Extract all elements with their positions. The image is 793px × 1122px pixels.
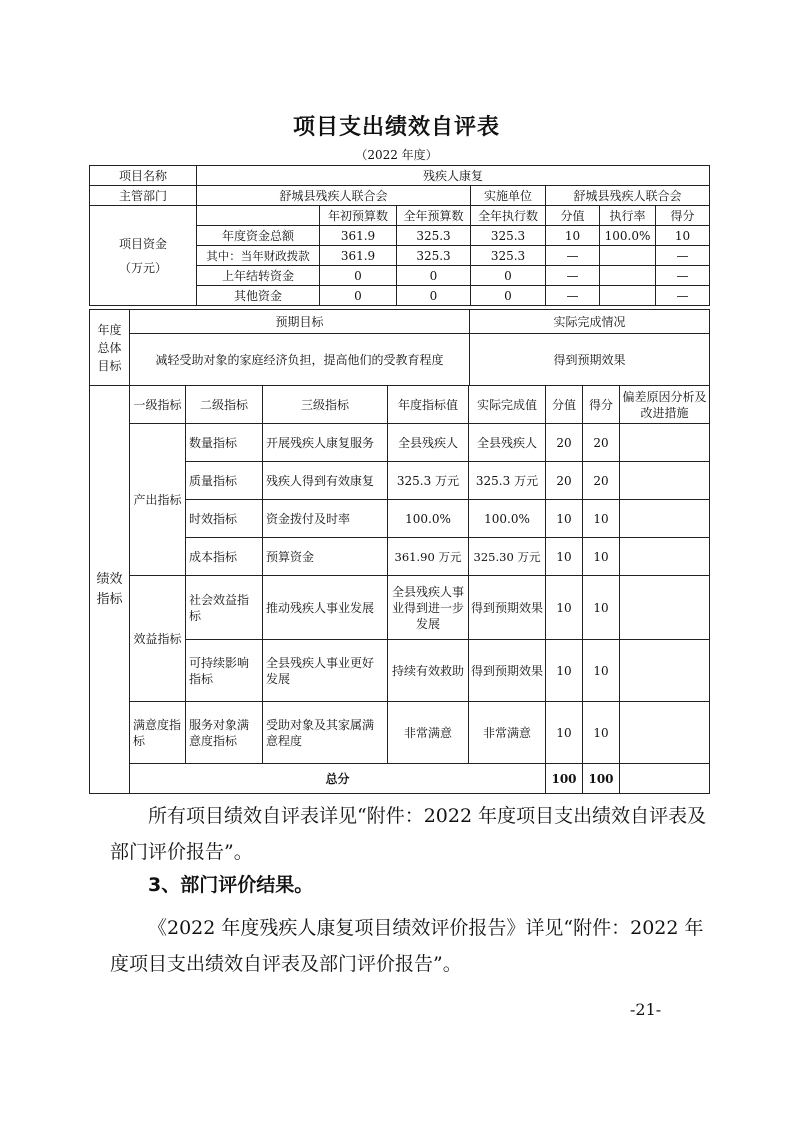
goals-table (89, 309, 710, 386)
funds-cell: 361.9 (320, 226, 397, 246)
funds-cell: 10 (546, 226, 600, 246)
body-paragraph-1: 所有项目绩效自评表详见“附件：2022 年度项目支出绩效自评表及部门评价报告”。 (110, 805, 707, 863)
table-row (90, 702, 710, 764)
level2-cell: 社会效益指标 (186, 576, 263, 640)
indicator-header: 一级指标 (130, 386, 186, 424)
funds-cell: 10 (656, 226, 710, 246)
level3-cell: 预算资金 (263, 538, 388, 576)
indicator-header: 三级指标 (263, 386, 388, 424)
target-cell: 持续有效救助 (388, 640, 469, 702)
level2-cell: 质量指标 (186, 462, 263, 500)
funds-cell: — (656, 266, 710, 286)
funds-header: 执行率 (600, 206, 656, 226)
level3-cell: 资金拨付及时率 (263, 500, 388, 538)
funds-cell: 325.3 (471, 246, 546, 266)
funds-cell: — (656, 286, 710, 306)
level3-cell: 受助对象及其家属满意程度 (263, 702, 388, 764)
funds-header-blank (197, 206, 320, 226)
indicator-header: 年度指标值 (388, 386, 469, 424)
funds-cell: 0 (471, 286, 546, 306)
body-paragraph-2: 《2022 年度残疾人康复项目绩效评价报告》详见“附件：2022 年度项目支出绩效自评表及部门评价报告”。 (110, 917, 704, 975)
funds-cell: 0 (320, 286, 397, 306)
score-cell: 10 (546, 500, 583, 538)
table-row (90, 576, 710, 640)
deviation-cell (620, 462, 710, 500)
actual-result: 得到预期效果 (470, 334, 710, 386)
funds-cell: — (546, 266, 600, 286)
level2-cell: 数量指标 (186, 424, 263, 462)
funds-cell: 0 (397, 266, 471, 286)
funds-header: 全年预算数 (397, 206, 471, 226)
funds-cell: 0 (320, 266, 397, 286)
got-cell: 20 (583, 424, 620, 462)
level1-satisfaction: 满意度指标 (130, 702, 186, 764)
level2-cell: 成本指标 (186, 538, 263, 576)
dept-label: 主管部门 (90, 186, 197, 206)
deviation-cell (620, 640, 710, 702)
indicator-header: 二级指标 (186, 386, 263, 424)
funds-row-name: 上年结转资金 (197, 266, 320, 286)
funds-cell: 100.0% (600, 226, 656, 246)
level3-cell: 推动残疾人事业发展 (263, 576, 388, 640)
level3-cell: 开展残疾人康复服务 (263, 424, 388, 462)
target-cell: 全县残疾人 (388, 424, 469, 462)
actual-cell: 325.3 万元 (469, 462, 546, 500)
got-cell: 10 (583, 702, 620, 764)
funds-cell: 0 (471, 266, 546, 286)
deviation-cell (620, 500, 710, 538)
got-cell: 10 (583, 500, 620, 538)
total-label: 总分 (130, 764, 546, 794)
project-name-label: 项目名称 (90, 166, 197, 186)
funds-cell: 361.9 (320, 246, 397, 266)
target-cell: 非常满意 (388, 702, 469, 764)
funds-cell: 325.3 (397, 246, 471, 266)
actual-cell: 100.0% (469, 500, 546, 538)
target-cell: 325.3 万元 (388, 462, 469, 500)
got-cell: 10 (583, 576, 620, 640)
total-row (90, 764, 710, 794)
target-cell: 全县残疾人事业得到进一步发展 (388, 576, 469, 640)
actual-cell: 得到预期效果 (469, 576, 546, 640)
level2-cell: 时效指标 (186, 500, 263, 538)
impl-value: 舒城县残疾人联合会 (546, 186, 710, 206)
section-heading: 3、部门评价结果。 (148, 874, 314, 896)
funds-cell: — (546, 246, 600, 266)
indicator-header: 得分 (583, 386, 620, 424)
actual-header: 实际完成情况 (470, 310, 710, 334)
level1-benefit: 效益指标 (130, 576, 186, 702)
funds-header: 得分 (656, 206, 710, 226)
impl-label: 实施单位 (471, 186, 546, 206)
goals-label: 年度 总体 目标 (90, 310, 130, 386)
table-row (90, 424, 710, 462)
dept-value: 舒城县残疾人联合会 (197, 186, 471, 206)
score-cell: 20 (546, 424, 583, 462)
level3-cell: 残疾人得到有效康复 (263, 462, 388, 500)
funds-header: 年初预算数 (320, 206, 397, 226)
table-subtitle: （2022 年度） (355, 148, 438, 162)
indicators-table (89, 385, 710, 794)
funds-cell (600, 246, 656, 266)
funds-cell: 325.3 (397, 226, 471, 246)
level1-output: 产出指标 (130, 424, 186, 576)
level2-cell: 服务对象满意度指标 (186, 702, 263, 764)
funds-header: 分值 (546, 206, 600, 226)
funds-cell: 325.3 (471, 226, 546, 246)
total-got: 100 (583, 764, 620, 794)
funds-cell: — (656, 246, 710, 266)
actual-cell: 非常满意 (469, 702, 546, 764)
funds-row-name: 其他资金 (197, 286, 320, 306)
level3-cell: 全县残疾人事业更好发展 (263, 640, 388, 702)
actual-cell: 全县残疾人 (469, 424, 546, 462)
target-cell: 100.0% (388, 500, 469, 538)
score-cell: 10 (546, 576, 583, 640)
funds-cell (600, 286, 656, 306)
actual-cell: 325.30 万元 (469, 538, 546, 576)
score-cell: 10 (546, 702, 583, 764)
funds-label: 项目资金 （万元） (90, 206, 197, 306)
score-cell: 10 (546, 640, 583, 702)
score-cell: 20 (546, 462, 583, 500)
indicator-header: 分值 (546, 386, 583, 424)
expected-header: 预期目标 (130, 310, 470, 334)
funds-cell: — (546, 286, 600, 306)
deviation-cell (620, 538, 710, 576)
funds-cell (600, 266, 656, 286)
total-score: 100 (546, 764, 583, 794)
got-cell: 10 (583, 640, 620, 702)
got-cell: 20 (583, 462, 620, 500)
score-cell: 10 (546, 538, 583, 576)
actual-cell: 得到预期效果 (469, 640, 546, 702)
got-cell: 10 (583, 538, 620, 576)
expected-goal: 减轻受助对象的家庭经济负担，提高他们的受教育程度 (130, 334, 470, 386)
funds-row-name: 其中：当年财政拨款 (197, 246, 320, 266)
deviation-cell (620, 764, 710, 794)
deviation-cell (620, 576, 710, 640)
deviation-cell (620, 702, 710, 764)
project-name-value: 残疾人康复 (197, 166, 710, 186)
level2-cell: 可持续影响指标 (186, 640, 263, 702)
page-title: 项目支出绩效自评表 (292, 115, 500, 140)
deviation-cell (620, 424, 710, 462)
indicator-header: 实际完成值 (469, 386, 546, 424)
funds-row-name: 年度资金总额 (197, 226, 320, 246)
indicator-header: 偏差原因分析及改进措施 (620, 386, 710, 424)
page-number: -21- (630, 1000, 662, 1019)
funds-table (89, 165, 710, 306)
target-cell: 361.90 万元 (388, 538, 469, 576)
indicators-label: 绩效 指标 (90, 386, 130, 794)
funds-header: 全年执行数 (471, 206, 546, 226)
funds-cell: 0 (397, 286, 471, 306)
